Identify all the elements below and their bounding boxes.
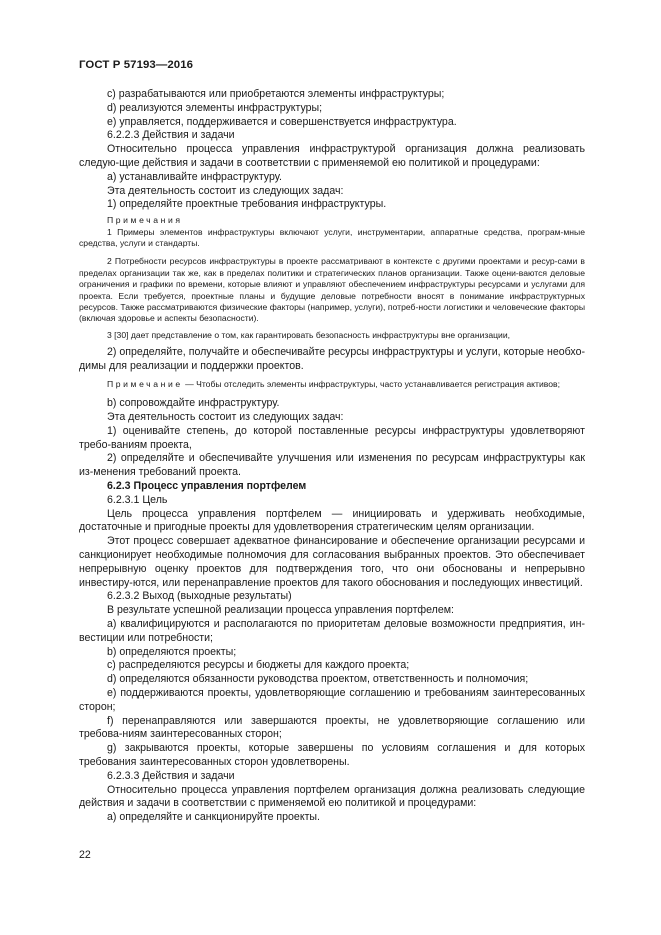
list-item: f) перенаправляются или завершаются проекты, не удовлетворяющие соглашению или требова-ниям заинтересованных сторон; — [79, 714, 585, 741]
paragraph: b) сопровождайте инфраструктуру. — [107, 397, 280, 410]
paragraph: c) разрабатываются или приобретаются элементы инфраструктуры; — [107, 88, 445, 100]
notes-label: Примечания — [107, 215, 183, 226]
paragraph: 1) оценивайте степень, до которой поставленные ресурсы инфраструктуры удовлетворяют требо-ваниям проекта, — [79, 424, 585, 451]
paragraph: Эта деятельность состоит из следующих задач: — [107, 411, 344, 424]
paragraph: 2) определяйте и обеспечивайте улучшения или изменения по ресурсам инфраструктуры как из-менения требований проекта. — [79, 452, 585, 479]
list-item: a) определяйте и санкционируйте проекты. — [107, 811, 320, 824]
section-heading: 6.2.3.2 Выход (выходные результаты) — [107, 590, 292, 603]
paragraph: Эта деятельность состоит из следующих задач: — [107, 184, 344, 197]
document-body — [79, 88, 585, 825]
list-item: b) определяются проекты; — [107, 645, 237, 658]
paragraph: e) управляется, поддерживается и совершенствуется инфраструктура. — [107, 115, 457, 128]
section-heading: 6.2.3.1 Цель — [107, 493, 168, 506]
paragraph: 2) определяйте, получайте и обеспечивайте ресурсы инфраструктуры и услуги, которые необхо-димы для реализации и поддержки проектов. — [79, 346, 585, 373]
document-header: ГОСТ Р 57193—2016 — [79, 59, 194, 71]
paragraph: d) реализуются элементы инфраструктуры; — [107, 101, 323, 114]
paragraph: В результате успешной реализации процесса управления портфелем: — [107, 604, 454, 617]
note-label: Примечание — [107, 378, 183, 389]
paragraph: Относительно процесса управления портфелем организация должна реализовать следующие действия и задачи в соответствии с применяемой ею политикой и процедурами: — [79, 783, 585, 810]
paragraph: Этот процесс совершает адекватное финансирование и обеспечение организации ресурсами и санкционирует необходимые полномочия для согласования выбранных проектов. Это обеспечивает непрерывную оценку проектов для подтверждения того, что они обоснованы и непрерывно инвестиру-ются, или перенаправление проектов для такого обоснования и последующих инвестиций. — [79, 535, 585, 589]
note-text: — Чтобы отследить элементы инфраструктуры, часто устанавливается регистрация активов; — [182, 378, 560, 389]
list-item: d) определяются обязанности руководства проектом, ответственность и полномочия; — [107, 673, 529, 686]
list-item: a) квалифицируются и располагаются по приоритетам деловые возможности предприятия, ин-вестиции или потребности; — [79, 617, 585, 644]
paragraph: Цель процесса управления портфелем — инициировать и удерживать необходимые, достаточные и пригодные проекты для удовлетворения стратегическим целям организации. — [79, 507, 585, 534]
page-number: 22 — [79, 849, 91, 861]
note-block — [79, 379, 585, 390]
paragraph: Относительно процесса управления инфраструктурой организация должна реализовать следую-щие действия и задачи в соответствии с применяемой ею политикой и процедурами: — [79, 143, 585, 169]
section-heading: 6.2.3.3 Действия и задачи — [107, 769, 235, 782]
list-item: g) закрываются проекты, которые завершены по условиям соглашения и для которых требования заинтересованных сторон удовлетворены. — [79, 742, 585, 768]
paragraph: a) устанавливайте инфраструктуру. — [107, 170, 282, 183]
section-heading: 6.2.2.3 Действия и задачи — [107, 129, 235, 142]
paragraph: 1) определяйте проектные требования инфраструктуры. — [107, 198, 387, 211]
list-item: c) распределяются ресурсы и бюджеты для каждого проекта; — [107, 659, 410, 672]
list-item: e) поддерживаются проекты, удовлетворяющие соглашению и требованиям заинтересованных сторон; — [79, 686, 585, 713]
note-item: 3 [30] дает представление о том, как гарантировать безопасность инфраструктуры вне организации, — [107, 329, 511, 340]
note-item: 2 Потребности ресурсов инфраструктуры в проекте рассматривают в контексте с другими проектами и ресур-сами в пределах организации так же, как в пределах политики и стратегических планов организации. Также оцени-ваются деловые ограничения и графики по времени, которые влияют и управляют обеспечением инфраструктуры ресурсами и услугами для проекта. Если требуется, проектные планы и будущие деловые потребности вносят в понимание инфраструктурных ресурсов. Также рассматриваются физические факторы (например, услуги), потреб-ности логистики и человеческие факторы (включая здоровье и аспекты безопасности). — [79, 256, 585, 324]
note-item: 1 Примеры элементов инфраструктуры включают услуги, инструментарии, аппаратные средства, програм-мные средства, услуги и стандарты. — [79, 226, 585, 248]
section-heading: 6.2.3 Процесс управления портфелем — [107, 480, 307, 493]
